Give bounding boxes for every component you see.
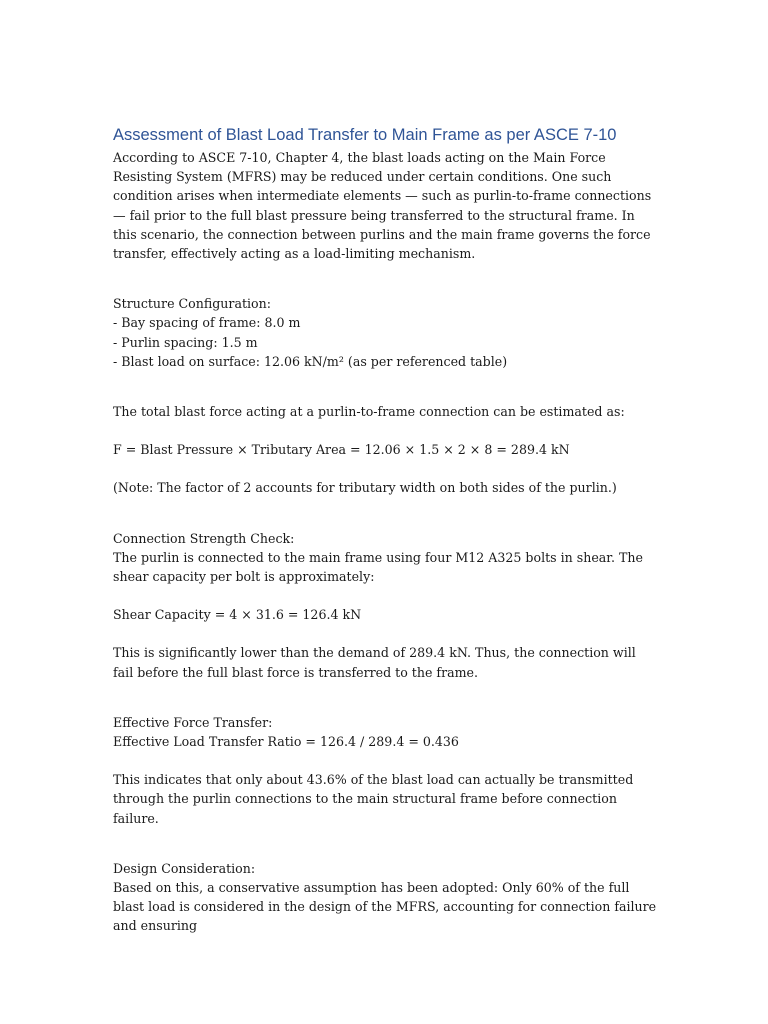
effective-formula: Effective Load Transfer Ratio = 126.4 / 289.4 = 0.436 [113, 734, 459, 750]
spacer [113, 421, 658, 440]
effective-heading: Effective Force Transfer: [113, 714, 273, 730]
connection-conclusion: This is significantly lower than the demand of 289.4 kN. Thus, the connection will fail before the full blast force is transferred to the frame. [113, 645, 636, 680]
spacer [113, 263, 658, 294]
force-formula: F = Blast Pressure × Tributary Area = 12.06 × 1.5 × 2 × 8 = 289.4 kN [113, 442, 570, 458]
effective-text: This indicates that only about 43.6% of the blast load can actually be transmitted through the purlin connections to the main structural frame before connection failure. [113, 772, 634, 826]
structure-item-purlin-spacing: - Purlin spacing: 1.5 m [113, 334, 258, 350]
spacer [113, 624, 658, 643]
spacer [113, 371, 658, 402]
spacer [113, 751, 658, 770]
connection-section [113, 529, 658, 587]
structure-item-blast-load: - Blast load on surface: 12.06 kN/m² (as per referenced table) [113, 353, 508, 369]
effective-section [113, 713, 658, 751]
connection-text: The purlin is connected to the main frame using four M12 A325 bolts in shear. The shear capacity per bolt is approximately: [113, 549, 643, 585]
shear-capacity-formula: Shear Capacity = 4 × 31.6 = 126.4 kN [113, 607, 362, 623]
spacer [113, 828, 658, 859]
spacer [113, 682, 658, 713]
intro-paragraph: According to ASCE 7-10, Chapter 4, the blast loads acting on the Main Force Resisting System (MFRS) may be reduced under certain conditions. One such condition arises when intermediate elements — such as purlin-to-frame connections — fail prior to the full blast pressure being transferred to the structural frame. In this scenario, the connection between purlins and the main frame governs the force transfer, effectively acting as a load-limiting mechanism. [113, 150, 652, 262]
structure-section [113, 294, 658, 371]
force-note: (Note: The factor of 2 accounts for tributary width on both sides of the purlin.) [113, 480, 617, 496]
document-body [113, 124, 658, 936]
design-section [113, 859, 658, 936]
structure-heading: Structure Configuration: [113, 296, 271, 312]
spacer [113, 459, 658, 478]
design-text: Based on this, a conservative assumption has been adopted: Only 60% of the full blast load is considered in the design of the MFRS, accounting for connection failure and ensuring [113, 880, 657, 934]
spacer [113, 498, 658, 529]
document-title: Assessment of Blast Load Transfer to Main Frame as per ASCE 7-10 [113, 126, 617, 144]
design-heading: Design Consideration: [113, 860, 256, 876]
spacer [113, 586, 658, 605]
force-intro: The total blast force acting at a purlin-to-frame connection can be estimated as: [113, 404, 625, 420]
structure-item-bay-spacing: - Bay spacing of frame: 8.0 m [113, 315, 301, 331]
connection-heading: Connection Strength Check: [113, 530, 295, 546]
